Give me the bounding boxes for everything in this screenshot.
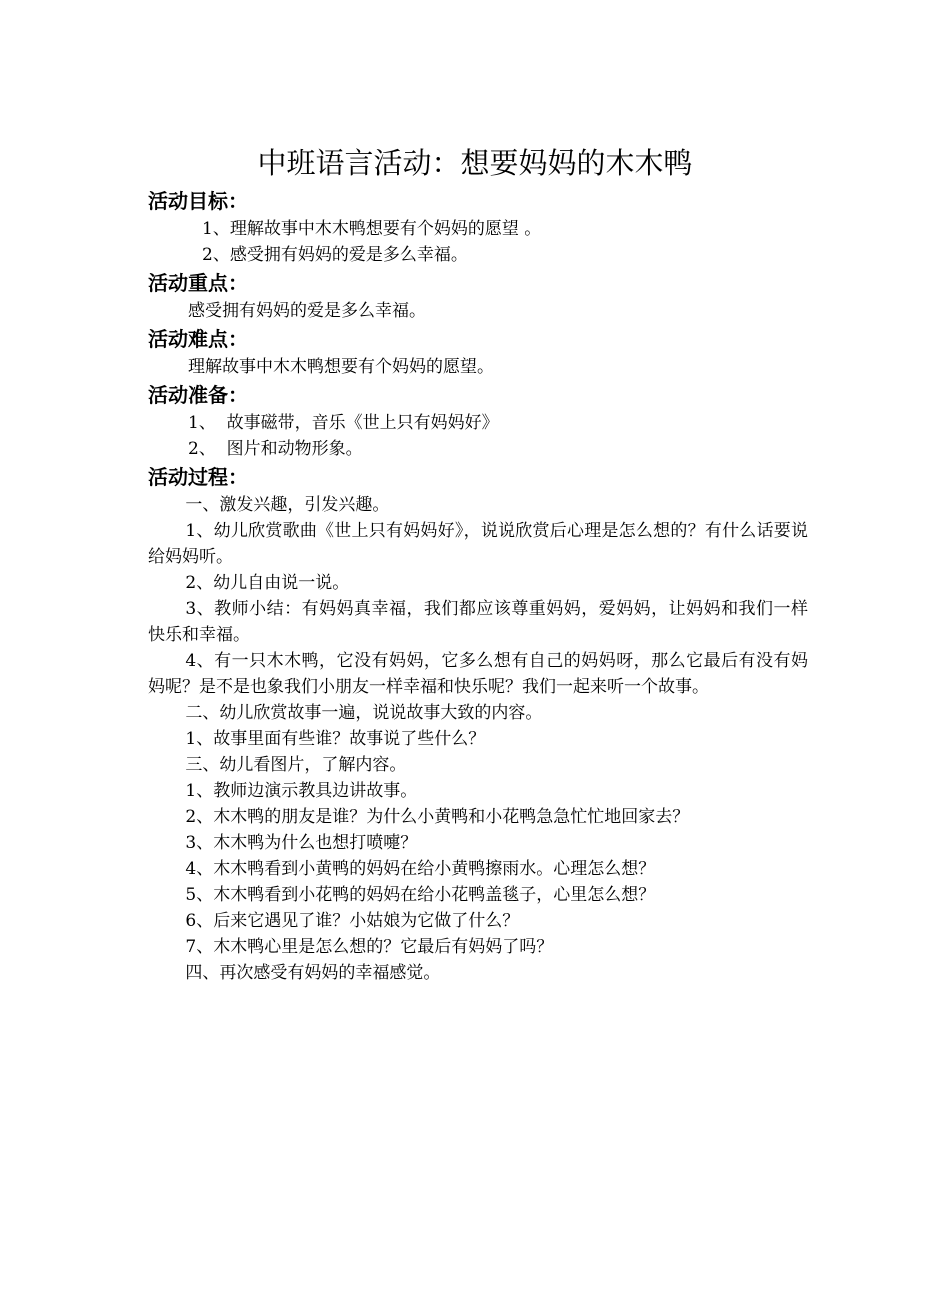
- section-heading-key-point: 活动重点：: [148, 271, 248, 295]
- preparation-item: 1、 故事磁带，音乐《世上只有妈妈好》: [188, 413, 499, 433]
- process-line: 2、木木鸭的朋友是谁？为什么小黄鸭和小花鸭急急忙忙地回家去？: [185, 807, 690, 827]
- process-line: 2、幼儿自由说一说。: [185, 573, 350, 593]
- goal-item: 1、理解故事中木木鸭想要有个妈妈的愿望 。: [202, 219, 542, 239]
- page-title: 中班语言活动：想要妈妈的木木鸭: [257, 146, 693, 180]
- process-line: 5、木木鸭看到小花鸭的妈妈在给小花鸭盖毯子，心里怎么想？: [185, 885, 656, 905]
- process-line: 4、木木鸭看到小黄鸭的妈妈在给小黄鸭擦雨水。心理怎么想？: [185, 859, 656, 879]
- process-line: 3、木木鸭为什么也想打喷嚏？: [185, 833, 418, 853]
- process-line: 1、故事里面有些谁？故事说了些什么？: [185, 729, 486, 749]
- process-line: 一、激发兴趣，引发兴趣。: [185, 495, 390, 515]
- process-line: 7、木木鸭心里是怎么想的？它最后有妈妈了吗？: [185, 937, 554, 957]
- section-heading-preparation: 活动准备：: [148, 383, 248, 407]
- process-line: 三、幼儿看图片，了解内容。: [185, 755, 407, 775]
- process-line: 四、再次感受有妈妈的幸福感觉。: [185, 963, 441, 983]
- section-heading-process: 活动过程：: [148, 465, 248, 489]
- process-line: 3、教师小结：有妈妈真幸福，我们都应该尊重妈妈，爱妈妈，让妈妈和我们一样快乐和幸福。: [148, 599, 808, 645]
- process-line: 二、幼儿欣赏故事一遍，说说故事大致的内容。: [185, 703, 543, 723]
- document-body: [148, 186, 808, 986]
- difficulty-text: 理解故事中木木鸭想要有个妈妈的愿望。: [188, 357, 494, 377]
- goal-item: 2、感受拥有妈妈的爱是多么幸福。: [202, 245, 468, 265]
- process-line: 6、后来它遇见了谁？小姑娘为它做了什么？: [185, 911, 520, 931]
- process-line: 1、教师边演示教具边讲故事。: [185, 781, 418, 801]
- key-point-text: 感受拥有妈妈的爱是多么幸福。: [188, 301, 426, 321]
- section-heading-goals: 活动目标：: [148, 189, 248, 213]
- section-heading-difficulty: 活动难点：: [148, 327, 248, 351]
- process-line: 1、幼儿欣赏歌曲《世上只有妈妈好》，说说欣赏后心理是怎么想的？有什么话要说给妈妈听。: [148, 521, 808, 567]
- preparation-item: 2、 图片和动物形象。: [188, 439, 363, 459]
- process-line: 4、有一只木木鸭，它没有妈妈，它多么想有自己的妈妈呀，那么它最后有没有妈妈呢？是不是也象我们小朋友一样幸福和快乐呢？我们一起来听一个故事。: [148, 651, 808, 697]
